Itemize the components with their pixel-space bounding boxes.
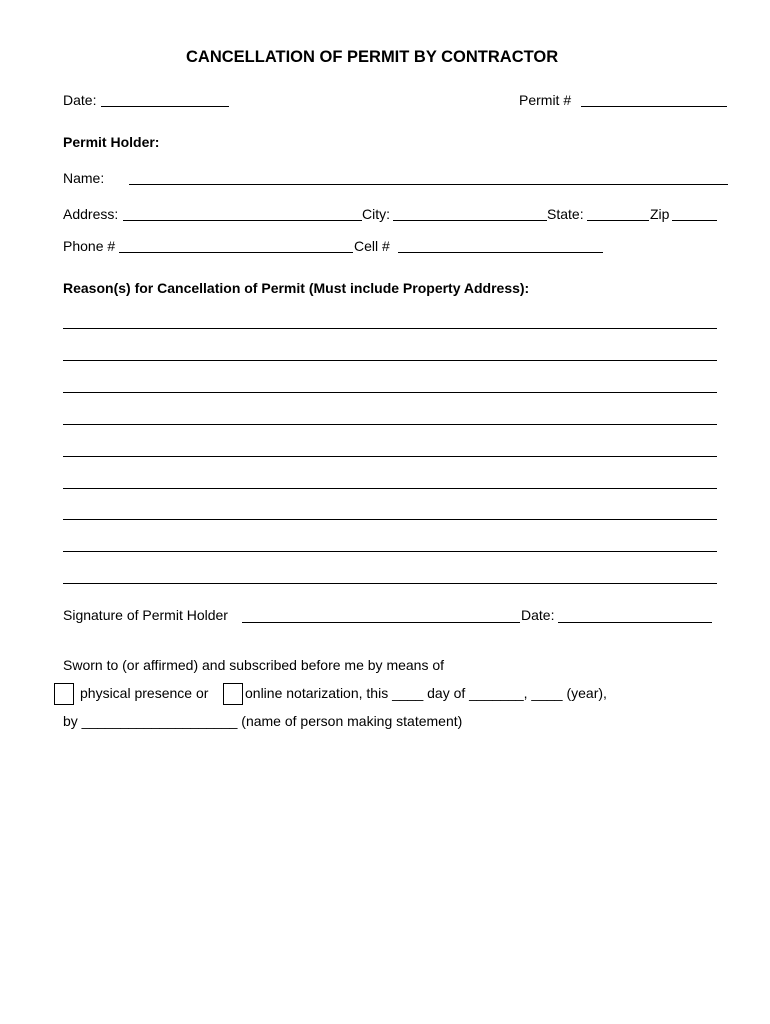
signature-date-label: Date: — [521, 607, 555, 623]
permit-holder-heading: Permit Holder: — [63, 134, 160, 150]
reason-line[interactable] — [63, 424, 717, 425]
physical-presence-checkbox[interactable] — [54, 683, 74, 705]
online-notarization-checkbox[interactable] — [223, 683, 243, 705]
city-field[interactable] — [393, 220, 547, 221]
address-label: Address: — [63, 206, 119, 222]
cell-field[interactable] — [398, 252, 603, 253]
page-title: CANCELLATION OF PERMIT BY CONTRACTOR — [186, 48, 559, 66]
signature-date-field[interactable] — [558, 622, 712, 623]
zip-label: Zip — [650, 206, 670, 222]
by-line: by ____________________ (name of person making statement) — [63, 713, 463, 729]
reason-line[interactable] — [63, 519, 717, 520]
sworn-statement: Sworn to (or affirmed) and subscribed before me by means of — [63, 657, 445, 673]
permit-number-label: Permit # — [519, 92, 572, 108]
date-label: Date: — [63, 92, 97, 108]
signature-label: Signature of Permit Holder — [63, 607, 228, 623]
reason-line[interactable] — [63, 488, 717, 489]
city-label: City: — [362, 206, 390, 222]
reason-line[interactable] — [63, 551, 717, 552]
state-label: State: — [547, 206, 584, 222]
name-field[interactable] — [129, 184, 728, 185]
phone-field[interactable] — [119, 252, 353, 253]
physical-presence-label: physical presence or — [80, 685, 209, 701]
reason-line[interactable] — [63, 392, 717, 393]
state-field[interactable] — [587, 220, 649, 221]
reason-heading: Reason(s) for Cancellation of Permit (Must include Property Address): — [63, 280, 530, 296]
online-notarization-label: online notarization, this ____ day of _______, ____ (year), — [245, 685, 607, 701]
zip-field[interactable] — [672, 220, 717, 221]
date-field[interactable] — [101, 106, 229, 107]
signature-field[interactable] — [242, 622, 520, 623]
reason-line[interactable] — [63, 583, 717, 584]
reason-line[interactable] — [63, 328, 717, 329]
reason-line[interactable] — [63, 360, 717, 361]
address-field[interactable] — [123, 220, 362, 221]
permit-number-field[interactable] — [581, 106, 727, 107]
phone-label: Phone # — [63, 238, 116, 254]
name-label: Name: — [63, 170, 105, 186]
cell-label: Cell # — [354, 238, 390, 254]
reason-line[interactable] — [63, 456, 717, 457]
